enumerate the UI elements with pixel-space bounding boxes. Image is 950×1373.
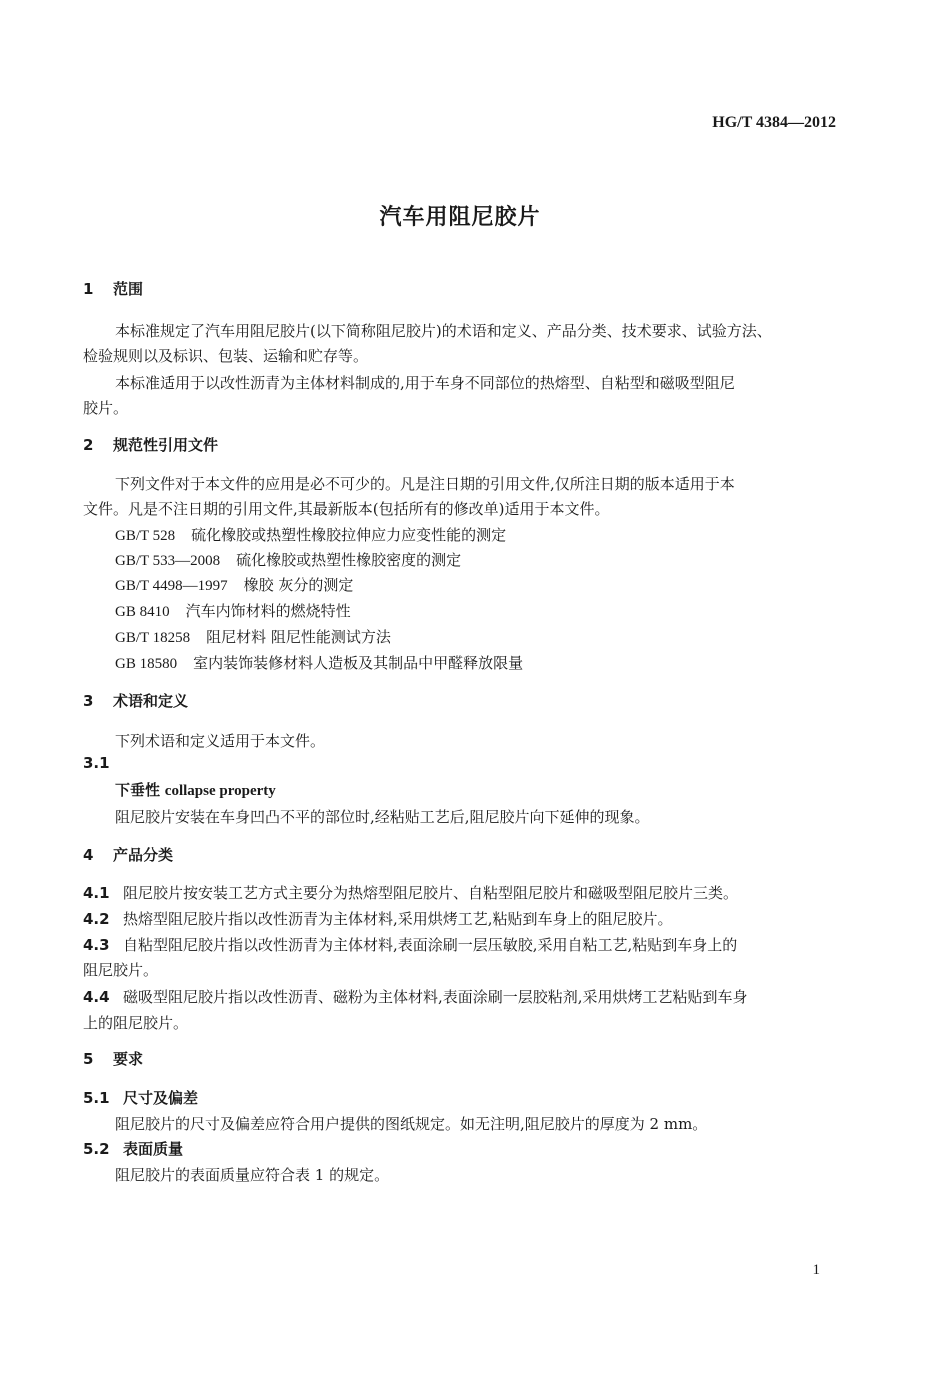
clause-4-4-line1: 4.4 磁吸型阻尼胶片指以改性沥青、磁粉为主体材料,表面涂刷一层胶粘剂,采用烘烤工艺粘贴到车身	[83, 988, 748, 1006]
section-2-heading: 2 规范性引用文件	[83, 436, 219, 454]
clause-4-4-line2: 上的阻尼胶片。	[83, 1014, 189, 1032]
clause-4-1: 4.1 阻尼胶片按安装工艺方式主要分为热熔型阻尼胶片、自粘型阻尼胶片和磁吸型阻尼胶片三类。	[83, 884, 739, 902]
normative-reference: GB/T 18258 阻尼材料 阻尼性能测试方法	[115, 628, 391, 646]
term-3-1-title: 下垂性 collapse property	[115, 781, 276, 799]
section-4-heading: 4 产品分类	[83, 846, 174, 864]
section-1-heading: 1 范围	[83, 280, 144, 298]
clause-5-1-text: 阻尼胶片的尺寸及偏差应符合用户提供的图纸规定。如无注明,阻尼胶片的厚度为 2 mm。	[115, 1115, 708, 1133]
section-5-heading: 5 要求	[83, 1050, 144, 1068]
s1-para1-line1: 本标准规定了汽车用阻尼胶片(以下简称阻尼胶片)的术语和定义、产品分类、技术要求、试验方法、	[115, 322, 772, 340]
clause-4-3-line1: 4.3 自粘型阻尼胶片指以改性沥青为主体材料,表面涂刷一层压敏胶,采用自粘工艺,粘贴到车身上的	[83, 936, 738, 954]
s1-para2-line2: 胶片。	[83, 399, 129, 417]
term-3-1-definition: 阻尼胶片安装在车身凹凸不平的部位时,经粘贴工艺后,阻尼胶片向下延伸的现象。	[115, 808, 650, 826]
normative-reference: GB 18580 室内装饰装修材料人造板及其制品中甲醛释放限量	[115, 654, 524, 672]
clause-5-2-text: 阻尼胶片的表面质量应符合表 1 的规定。	[115, 1166, 390, 1184]
term-3-1-number: 3.1	[83, 754, 110, 772]
page-number: 1	[812, 1262, 820, 1278]
section-3-heading: 3 术语和定义	[83, 692, 189, 710]
s1-para1-line2: 检验规则以及标识、包装、运输和贮存等。	[83, 347, 369, 365]
document-title: 汽车用阻尼胶片	[379, 205, 541, 230]
clause-4-2: 4.2 热熔型阻尼胶片指以改性沥青为主体材料,采用烘烤工艺,粘贴到车身上的阻尼胶片。	[83, 910, 673, 928]
clause-5-2-heading: 5.2 表面质量	[83, 1140, 184, 1158]
standard-code: HG/T 4384—2012	[712, 114, 836, 131]
s1-para2-line1: 本标准适用于以改性沥青为主体材料制成的,用于车身不同部位的热熔型、自粘型和磁吸型阻尼	[115, 374, 735, 392]
s3-intro: 下列术语和定义适用于本文件。	[115, 732, 326, 750]
normative-reference: GB/T 4498—1997 橡胶 灰分的测定	[115, 576, 354, 594]
normative-reference: GB 8410 汽车内饰材料的燃烧特性	[115, 602, 351, 620]
s2-para1-line1: 下列文件对于本文件的应用是必不可少的。凡是注日期的引用文件,仅所注日期的版本适用于本	[115, 475, 735, 493]
clause-4-3-line2: 阻尼胶片。	[83, 961, 159, 979]
normative-reference: GB/T 528 硫化橡胶或热塑性橡胶拉伸应力应变性能的测定	[115, 526, 507, 544]
normative-reference: GB/T 533—2008 硫化橡胶或热塑性橡胶密度的测定	[115, 551, 462, 569]
s2-para1-line2: 文件。凡是不注日期的引用文件,其最新版本(包括所有的修改单)适用于本文件。	[83, 500, 610, 518]
clause-5-1-heading: 5.1 尺寸及偏差	[83, 1089, 199, 1107]
